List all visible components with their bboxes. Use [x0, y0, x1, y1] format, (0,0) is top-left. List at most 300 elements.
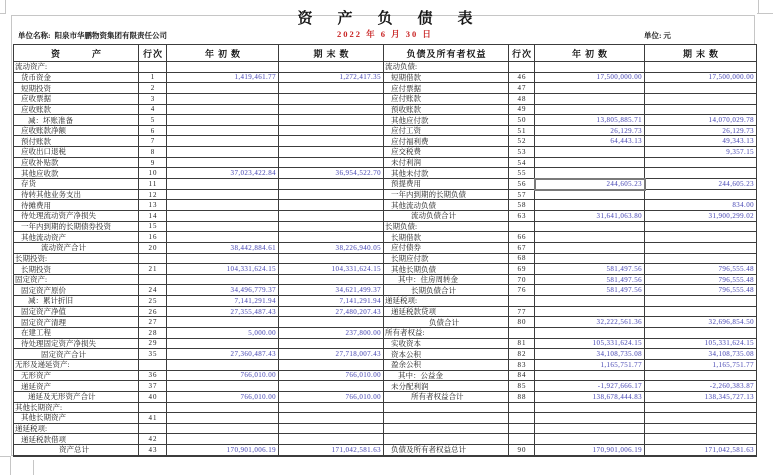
liability-begin-cell[interactable]: [535, 83, 645, 94]
liability-label-cell[interactable]: 所有者权益:: [384, 328, 509, 339]
asset-end-cell[interactable]: [279, 254, 384, 265]
liability-end-cell[interactable]: 26,129.73: [645, 126, 756, 137]
asset-end-cell[interactable]: [279, 317, 384, 328]
asset-begin-cell[interactable]: [167, 254, 279, 265]
liability-end-cell[interactable]: 32,696,854.50: [645, 317, 756, 328]
liability-label-cell[interactable]: 应付工资: [384, 126, 509, 137]
asset-begin-cell[interactable]: 170,901,006.19: [167, 445, 279, 456]
asset-line-no-cell[interactable]: 36: [139, 371, 167, 382]
liability-begin-cell[interactable]: 64,443.13: [535, 136, 645, 147]
asset-begin-cell[interactable]: [167, 126, 279, 137]
asset-end-cell[interactable]: 237,800.00: [279, 328, 384, 339]
asset-end-cell[interactable]: [279, 200, 384, 211]
liability-end-cell[interactable]: 796,555.48: [645, 285, 756, 296]
liability-line-no-cell[interactable]: 56: [509, 179, 535, 190]
liability-line-no-cell[interactable]: 81: [509, 339, 535, 350]
asset-end-cell[interactable]: 104,331,624.15: [279, 264, 384, 275]
asset-label-cell[interactable]: 待处理固定资产净损失: [14, 339, 139, 350]
asset-line-no-cell[interactable]: 41: [139, 413, 167, 424]
asset-end-cell[interactable]: 1,272,417.35: [279, 73, 384, 84]
asset-line-no-cell[interactable]: 20: [139, 243, 167, 254]
asset-begin-cell[interactable]: [167, 115, 279, 126]
asset-end-cell[interactable]: 766,010.00: [279, 392, 384, 403]
liability-begin-cell[interactable]: -1,927,666.17: [535, 381, 645, 392]
page-title: 资产负债表: [297, 11, 498, 27]
liability-end-cell[interactable]: 796,555.48: [645, 264, 756, 275]
asset-label-cell[interactable]: 减：累计折旧: [14, 296, 139, 307]
asset-label-cell[interactable]: 待转其他业务支出: [14, 190, 139, 201]
asset-line-no-cell[interactable]: 4: [139, 105, 167, 116]
liability-label-cell[interactable]: 未付利润: [384, 158, 509, 169]
asset-begin-cell[interactable]: 27,355,487.43: [167, 307, 279, 318]
asset-end-cell[interactable]: [279, 360, 384, 371]
asset-end-cell[interactable]: [279, 275, 384, 286]
liability-end-cell[interactable]: [645, 83, 756, 94]
asset-begin-cell[interactable]: 34,496,779.37: [167, 285, 279, 296]
header-line-no-right: 行次: [509, 45, 535, 62]
liability-label-cell[interactable]: 未分配利润: [384, 381, 509, 392]
asset-end-cell[interactable]: [279, 147, 384, 158]
liability-end-cell[interactable]: [645, 105, 756, 116]
asset-end-cell[interactable]: [279, 83, 384, 94]
asset-label-cell[interactable]: 固定资产原价: [14, 285, 139, 296]
liability-begin-cell[interactable]: [535, 147, 645, 158]
asset-end-cell[interactable]: 766,010.00: [279, 371, 384, 382]
liability-line-no-cell[interactable]: 80: [509, 317, 535, 328]
asset-label-cell[interactable]: 资产总计: [14, 445, 139, 456]
liability-begin-cell[interactable]: [535, 307, 645, 318]
liability-line-no-cell[interactable]: 52: [509, 136, 535, 147]
asset-end-cell[interactable]: 36,954,522.70: [279, 168, 384, 179]
liability-label-cell[interactable]: 其中：住房周转金: [384, 275, 509, 286]
liability-end-cell[interactable]: [645, 424, 756, 435]
liability-end-cell[interactable]: [645, 434, 756, 445]
liability-line-no-cell[interactable]: 68: [509, 254, 535, 265]
asset-line-no-cell[interactable]: 6: [139, 126, 167, 137]
liability-end-cell[interactable]: [645, 62, 756, 73]
asset-label-cell[interactable]: 减：坏账准备: [14, 115, 139, 126]
asset-begin-cell[interactable]: 38,442,884.61: [167, 243, 279, 254]
asset-label-cell[interactable]: 待处理流动资产净损失: [14, 211, 139, 222]
asset-begin-cell[interactable]: [167, 413, 279, 424]
liability-label-cell[interactable]: [384, 424, 509, 435]
asset-line-no-cell[interactable]: 15: [139, 222, 167, 233]
asset-line-no-cell[interactable]: 29: [139, 339, 167, 350]
liability-begin-cell[interactable]: 581,497.56: [535, 285, 645, 296]
asset-end-cell[interactable]: [279, 413, 384, 424]
liability-begin-cell[interactable]: 26,129.73: [535, 126, 645, 137]
asset-line-no-cell[interactable]: 27: [139, 317, 167, 328]
liability-line-no-cell[interactable]: 66: [509, 232, 535, 243]
asset-begin-cell[interactable]: [167, 83, 279, 94]
asset-begin-cell[interactable]: [167, 434, 279, 445]
asset-line-no-cell[interactable]: 13: [139, 200, 167, 211]
liability-line-no-cell[interactable]: [509, 328, 535, 339]
liability-label-cell[interactable]: 短期借款: [384, 73, 509, 84]
liability-label-cell[interactable]: [384, 403, 509, 414]
asset-begin-cell[interactable]: [167, 105, 279, 116]
liability-begin-cell[interactable]: [535, 243, 645, 254]
asset-end-cell[interactable]: [279, 222, 384, 233]
asset-line-no-cell[interactable]: 35: [139, 349, 167, 360]
asset-line-no-cell[interactable]: 7: [139, 136, 167, 147]
liability-label-cell[interactable]: 长期应付款: [384, 254, 509, 265]
liability-begin-cell[interactable]: [535, 200, 645, 211]
liability-begin-cell[interactable]: [535, 403, 645, 414]
liability-line-no-cell[interactable]: 48: [509, 94, 535, 105]
liability-line-no-cell[interactable]: [509, 413, 535, 424]
liability-line-no-cell[interactable]: 55: [509, 168, 535, 179]
liability-begin-cell[interactable]: [535, 158, 645, 169]
liability-end-cell[interactable]: 105,331,624.15: [645, 339, 756, 350]
asset-begin-cell[interactable]: [167, 275, 279, 286]
asset-label-cell[interactable]: 预付账款: [14, 136, 139, 147]
asset-begin-cell[interactable]: [167, 222, 279, 233]
asset-begin-cell[interactable]: 5,000.00: [167, 328, 279, 339]
liability-label-cell[interactable]: 所有者权益合计: [384, 392, 509, 403]
asset-line-no-cell[interactable]: 42: [139, 434, 167, 445]
liability-label-cell[interactable]: 预提费用: [384, 179, 509, 190]
asset-begin-cell[interactable]: 37,023,422.84: [167, 168, 279, 179]
liability-label-cell[interactable]: 负债及所有者权益总计: [384, 445, 509, 456]
liability-end-cell[interactable]: 9,357.15: [645, 147, 756, 158]
asset-label-cell[interactable]: 其他应收款: [14, 168, 139, 179]
liability-end-cell[interactable]: 49,343.13: [645, 136, 756, 147]
asset-end-cell[interactable]: [279, 424, 384, 435]
liability-end-cell[interactable]: 171,042,581.63: [645, 445, 756, 456]
liability-end-cell[interactable]: [645, 94, 756, 105]
liability-label-cell[interactable]: 一年内到期的长期负债: [384, 190, 509, 201]
liability-label-cell[interactable]: 盈余公积: [384, 360, 509, 371]
liability-label-cell[interactable]: 长期负债:: [384, 222, 509, 233]
liability-end-cell[interactable]: [645, 168, 756, 179]
asset-begin-cell[interactable]: 27,360,487.43: [167, 349, 279, 360]
asset-line-no-cell[interactable]: 11: [139, 179, 167, 190]
liability-begin-cell[interactable]: 34,108,735.08: [535, 349, 645, 360]
asset-end-cell[interactable]: [279, 158, 384, 169]
asset-line-no-cell[interactable]: 10: [139, 168, 167, 179]
liability-begin-cell[interactable]: [535, 168, 645, 179]
liability-label-cell[interactable]: 实收资本: [384, 339, 509, 350]
liability-line-no-cell[interactable]: 63: [509, 211, 535, 222]
asset-label-cell[interactable]: 递延税项:: [14, 424, 139, 435]
liability-line-no-cell[interactable]: 76: [509, 285, 535, 296]
asset-line-no-cell[interactable]: 3: [139, 94, 167, 105]
liability-label-cell[interactable]: 其他流动负债: [384, 200, 509, 211]
liability-line-no-cell[interactable]: [509, 222, 535, 233]
company-name: 阳泉市华鹏物资集团有限责任公司: [54, 31, 167, 40]
liability-begin-cell[interactable]: [535, 222, 645, 233]
liability-line-no-cell[interactable]: 82: [509, 349, 535, 360]
asset-label-cell[interactable]: 流动资产:: [14, 62, 139, 73]
liability-begin-cell[interactable]: [535, 105, 645, 116]
liability-label-cell[interactable]: 应付债券: [384, 243, 509, 254]
liability-begin-cell[interactable]: [535, 371, 645, 382]
asset-begin-cell[interactable]: [167, 232, 279, 243]
liability-end-cell[interactable]: 796,555.48: [645, 275, 756, 286]
asset-line-no-cell[interactable]: 12: [139, 190, 167, 201]
asset-label-cell[interactable]: 在建工程: [14, 328, 139, 339]
liability-end-cell[interactable]: 17,500,000.00: [645, 73, 756, 84]
liability-label-cell[interactable]: 其中：公益金: [384, 371, 509, 382]
asset-label-cell[interactable]: 应收票据: [14, 94, 139, 105]
liability-label-cell[interactable]: 长期借款: [384, 232, 509, 243]
asset-begin-cell[interactable]: [167, 339, 279, 350]
asset-label-cell[interactable]: 无形资产: [14, 371, 139, 382]
asset-line-no-cell[interactable]: [139, 403, 167, 414]
liability-end-cell[interactable]: [645, 403, 756, 414]
asset-end-cell[interactable]: [279, 232, 384, 243]
asset-line-no-cell[interactable]: 43: [139, 445, 167, 456]
liability-end-cell[interactable]: -2,260,383.87: [645, 381, 756, 392]
asset-line-no-cell[interactable]: [139, 62, 167, 73]
liability-label-cell[interactable]: 其他未付款: [384, 168, 509, 179]
liability-line-no-cell[interactable]: [509, 434, 535, 445]
asset-line-no-cell[interactable]: 5: [139, 115, 167, 126]
liability-line-no-cell[interactable]: 51: [509, 126, 535, 137]
liability-label-cell[interactable]: 应付账款: [384, 94, 509, 105]
liability-begin-cell[interactable]: 17,500,000.00: [535, 73, 645, 84]
liability-label-cell[interactable]: [384, 413, 509, 424]
asset-label-cell[interactable]: 递延资产: [14, 381, 139, 392]
asset-label-cell[interactable]: 长期投资:: [14, 254, 139, 265]
liability-begin-cell[interactable]: [535, 190, 645, 201]
asset-end-cell[interactable]: [279, 126, 384, 137]
liability-end-cell[interactable]: 138,345,727.13: [645, 392, 756, 403]
liability-begin-cell[interactable]: 581,497.56: [535, 275, 645, 286]
liability-end-cell[interactable]: [645, 243, 756, 254]
asset-begin-cell[interactable]: 766,010.00: [167, 392, 279, 403]
asset-line-no-cell[interactable]: 28: [139, 328, 167, 339]
liability-begin-cell-selected[interactable]: 244,605.23: [535, 179, 645, 190]
liability-line-no-cell[interactable]: 50: [509, 115, 535, 126]
liability-end-cell[interactable]: 14,070,029.78: [645, 115, 756, 126]
asset-line-no-cell[interactable]: 14: [139, 211, 167, 222]
liability-end-cell[interactable]: [645, 307, 756, 318]
asset-begin-cell[interactable]: [167, 136, 279, 147]
liability-label-cell[interactable]: 长期负债合计: [384, 285, 509, 296]
asset-label-cell[interactable]: 固定资产清理: [14, 317, 139, 328]
liability-line-no-cell[interactable]: 85: [509, 381, 535, 392]
liability-line-no-cell[interactable]: 77: [509, 307, 535, 318]
asset-label-cell[interactable]: 货币资金: [14, 73, 139, 84]
asset-end-cell[interactable]: [279, 403, 384, 414]
asset-end-cell[interactable]: [279, 94, 384, 105]
asset-end-cell[interactable]: [279, 434, 384, 445]
asset-label-cell[interactable]: 无形及递延资产:: [14, 360, 139, 371]
asset-begin-cell[interactable]: [167, 403, 279, 414]
asset-begin-cell[interactable]: 7,141,291.94: [167, 296, 279, 307]
liability-line-no-cell[interactable]: 88: [509, 392, 535, 403]
liability-label-cell[interactable]: 预收账款: [384, 105, 509, 116]
asset-label-cell[interactable]: 应收账款净额: [14, 126, 139, 137]
liability-label-cell[interactable]: 应交税费: [384, 147, 509, 158]
asset-begin-cell[interactable]: [167, 179, 279, 190]
liability-line-no-cell[interactable]: [509, 424, 535, 435]
liability-line-no-cell[interactable]: 58: [509, 200, 535, 211]
liability-label-cell[interactable]: [384, 434, 509, 445]
liability-end-cell[interactable]: [645, 328, 756, 339]
asset-begin-cell[interactable]: [167, 62, 279, 73]
asset-line-no-cell[interactable]: 8: [139, 147, 167, 158]
asset-label-cell[interactable]: 递延税款借项: [14, 434, 139, 445]
liability-line-no-cell[interactable]: 53: [509, 147, 535, 158]
liability-begin-cell[interactable]: [535, 424, 645, 435]
liability-label-cell[interactable]: 递延税项:: [384, 296, 509, 307]
asset-end-cell[interactable]: [279, 381, 384, 392]
liability-line-no-cell[interactable]: 57: [509, 190, 535, 201]
asset-end-cell[interactable]: 38,226,940.05: [279, 243, 384, 254]
liability-label-cell[interactable]: 其他长期负债: [384, 264, 509, 275]
liability-begin-cell[interactable]: 13,805,885.71: [535, 115, 645, 126]
liability-label-cell[interactable]: 流动负债合计: [384, 211, 509, 222]
asset-end-cell[interactable]: 27,480,207.43: [279, 307, 384, 318]
liability-begin-cell[interactable]: [535, 254, 645, 265]
liability-label-cell[interactable]: 流动负债:: [384, 62, 509, 73]
asset-label-cell[interactable]: 应收账款: [14, 105, 139, 116]
liability-line-no-cell[interactable]: [509, 296, 535, 307]
liability-line-no-cell[interactable]: 46: [509, 73, 535, 84]
asset-line-no-cell[interactable]: [139, 275, 167, 286]
asset-begin-cell[interactable]: [167, 200, 279, 211]
liability-end-cell[interactable]: [645, 158, 756, 169]
asset-line-no-cell[interactable]: [139, 254, 167, 265]
asset-label-cell[interactable]: 应收出口退税: [14, 147, 139, 158]
header-end-right: 期末数: [645, 45, 756, 62]
asset-line-no-cell[interactable]: 37: [139, 381, 167, 392]
asset-line-no-cell[interactable]: 40: [139, 392, 167, 403]
asset-end-cell[interactable]: [279, 190, 384, 201]
asset-begin-cell[interactable]: [167, 94, 279, 105]
asset-begin-cell[interactable]: [167, 147, 279, 158]
liability-label-cell[interactable]: 负债合计: [384, 317, 509, 328]
liability-line-no-cell[interactable]: 69: [509, 264, 535, 275]
asset-begin-cell[interactable]: [167, 190, 279, 201]
liability-begin-cell[interactable]: 105,331,624.15: [535, 339, 645, 350]
liability-line-no-cell[interactable]: 67: [509, 243, 535, 254]
asset-begin-cell[interactable]: [167, 158, 279, 169]
liability-end-cell[interactable]: [645, 413, 756, 424]
liability-line-no-cell[interactable]: 90: [509, 445, 535, 456]
asset-begin-cell[interactable]: 1,419,461.77: [167, 73, 279, 84]
liability-line-no-cell[interactable]: [509, 62, 535, 73]
asset-label-cell[interactable]: 递延及无形资产合计: [14, 392, 139, 403]
liability-label-cell[interactable]: 应付福利费: [384, 136, 509, 147]
asset-label-cell[interactable]: 其他长期资产:: [14, 403, 139, 414]
asset-line-no-cell[interactable]: 1: [139, 73, 167, 84]
asset-line-no-cell[interactable]: 24: [139, 285, 167, 296]
asset-end-cell[interactable]: 34,621,499.37: [279, 285, 384, 296]
liability-begin-cell[interactable]: [535, 328, 645, 339]
asset-end-cell[interactable]: [279, 179, 384, 190]
liability-end-cell[interactable]: 834.00: [645, 200, 756, 211]
liability-label-cell[interactable]: 递延税款贷项: [384, 307, 509, 318]
liability-line-no-cell[interactable]: 83: [509, 360, 535, 371]
asset-label-cell[interactable]: 固定资产净值: [14, 307, 139, 318]
asset-label-cell[interactable]: 长期投资: [14, 264, 139, 275]
asset-label-cell[interactable]: 其他长期资产: [14, 413, 139, 424]
asset-label-cell[interactable]: 待摊费用: [14, 200, 139, 211]
asset-end-cell[interactable]: [279, 136, 384, 147]
asset-end-cell[interactable]: 171,042,581.63: [279, 445, 384, 456]
asset-line-no-cell[interactable]: [139, 424, 167, 435]
asset-line-no-cell[interactable]: 26: [139, 307, 167, 318]
liability-end-cell[interactable]: [645, 254, 756, 265]
liability-begin-cell[interactable]: [535, 232, 645, 243]
liability-end-cell[interactable]: [645, 222, 756, 233]
asset-line-no-cell[interactable]: 16: [139, 232, 167, 243]
liability-end-cell[interactable]: [645, 190, 756, 201]
asset-label-cell[interactable]: 应收补贴款: [14, 158, 139, 169]
asset-begin-cell[interactable]: [167, 360, 279, 371]
liability-end-cell[interactable]: 244,605.23: [645, 179, 756, 190]
asset-label-cell[interactable]: 固定资产:: [14, 275, 139, 286]
liability-end-cell[interactable]: 31,900,299.02: [645, 211, 756, 222]
liability-line-no-cell[interactable]: 49: [509, 105, 535, 116]
asset-begin-cell[interactable]: 104,331,624.15: [167, 264, 279, 275]
liability-label-cell[interactable]: 资本公积: [384, 349, 509, 360]
asset-begin-cell[interactable]: [167, 424, 279, 435]
liability-line-no-cell[interactable]: 70: [509, 275, 535, 286]
asset-begin-cell[interactable]: [167, 211, 279, 222]
liability-begin-cell[interactable]: 31,641,063.80: [535, 211, 645, 222]
asset-line-no-cell[interactable]: 21: [139, 264, 167, 275]
asset-line-no-cell[interactable]: 9: [139, 158, 167, 169]
asset-line-no-cell[interactable]: 25: [139, 296, 167, 307]
asset-line-no-cell[interactable]: [139, 360, 167, 371]
liability-begin-cell[interactable]: 170,901,006.19: [535, 445, 645, 456]
liability-begin-cell[interactable]: 1,165,751.77: [535, 360, 645, 371]
liability-begin-cell[interactable]: [535, 62, 645, 73]
liability-line-no-cell[interactable]: 47: [509, 83, 535, 94]
liability-end-cell[interactable]: 34,108,735.08: [645, 349, 756, 360]
liability-begin-cell[interactable]: 138,678,444.83: [535, 392, 645, 403]
liability-end-cell[interactable]: [645, 232, 756, 243]
asset-label-cell[interactable]: 短期投资: [14, 83, 139, 94]
asset-end-cell[interactable]: [279, 105, 384, 116]
liability-label-cell[interactable]: 其他应付款: [384, 115, 509, 126]
asset-end-cell[interactable]: 7,141,291.94: [279, 296, 384, 307]
asset-label-cell[interactable]: 固定资产合计: [14, 349, 139, 360]
liability-begin-cell[interactable]: [535, 434, 645, 445]
asset-begin-cell[interactable]: [167, 317, 279, 328]
asset-end-cell[interactable]: 27,718,007.43: [279, 349, 384, 360]
asset-label-cell[interactable]: 流动资产合计: [14, 243, 139, 254]
asset-line-no-cell[interactable]: 2: [139, 83, 167, 94]
liability-end-cell[interactable]: [645, 371, 756, 382]
liability-line-no-cell[interactable]: 84: [509, 371, 535, 382]
asset-end-cell[interactable]: [279, 62, 384, 73]
liability-end-cell[interactable]: 1,165,751.77: [645, 360, 756, 371]
liability-begin-cell[interactable]: 581,497.56: [535, 264, 645, 275]
asset-begin-cell[interactable]: 766,010.00: [167, 371, 279, 382]
liability-begin-cell[interactable]: 32,222,561.36: [535, 317, 645, 328]
liability-end-cell[interactable]: [645, 296, 756, 307]
asset-end-cell[interactable]: [279, 339, 384, 350]
liability-begin-cell[interactable]: [535, 94, 645, 105]
liability-begin-cell[interactable]: [535, 413, 645, 424]
liability-begin-cell[interactable]: [535, 296, 645, 307]
asset-label-cell[interactable]: 其他流动资产: [14, 232, 139, 243]
asset-label-cell[interactable]: 一年内到期的长期债券投资: [14, 222, 139, 233]
asset-end-cell[interactable]: [279, 211, 384, 222]
asset-end-cell[interactable]: [279, 115, 384, 126]
asset-label-cell[interactable]: 存货: [14, 179, 139, 190]
liability-label-cell[interactable]: 应付票据: [384, 83, 509, 94]
liability-line-no-cell[interactable]: 54: [509, 158, 535, 169]
asset-begin-cell[interactable]: [167, 381, 279, 392]
liability-line-no-cell[interactable]: [509, 403, 535, 414]
